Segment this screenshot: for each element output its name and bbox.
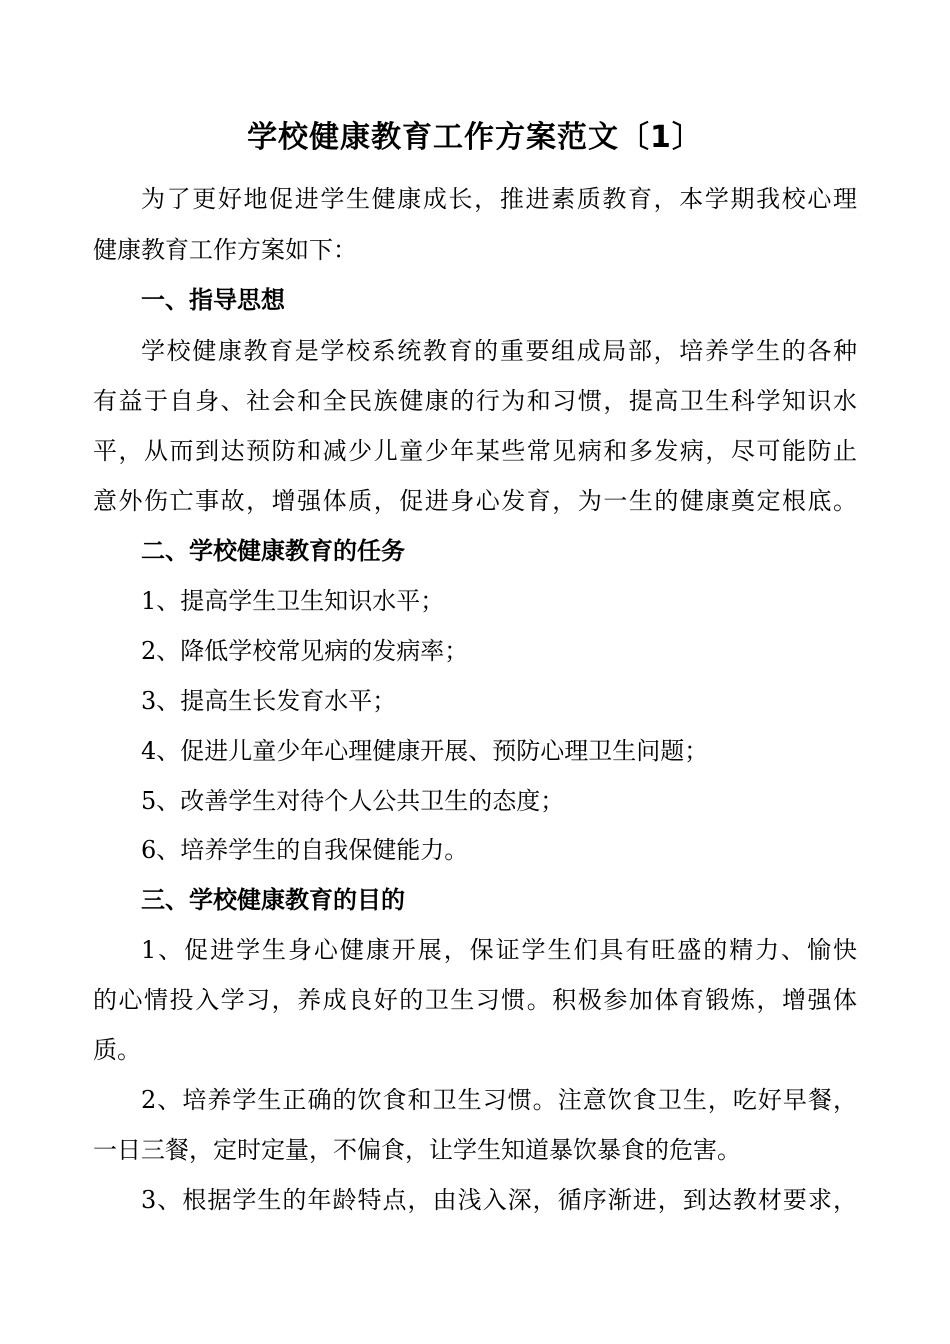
section-1-line-3: 平，从而到达预防和减少儿童少年某些常见病和多发病，尽可能防止	[93, 437, 857, 465]
section-1-line-4: 意外伤亡事故，增强体质，促进身心发育，为一生的健康奠定根底。	[93, 487, 857, 515]
section-1-line-1: 学校健康教育是学校系统教育的重要组成局部，培养学生的各种	[141, 337, 857, 365]
section-2-heading: 二、学校健康教育的任务	[141, 537, 405, 565]
list-item: 6、培养学生的自我保健能力。	[141, 836, 469, 864]
section-1-heading: 一、指导思想	[141, 286, 285, 314]
section-3-p2-line-1: 2、培养学生正确的饮食和卫生习惯。注意饮食卫生，吃好早餐，	[141, 1086, 857, 1114]
section-3-p3-line-1: 3、根据学生的年龄特点，由浅入深，循序渐进，到达教材要求，	[141, 1186, 857, 1214]
section-3-p1-line-2: 的心情投入学习，养成良好的卫生习惯。积极参加体育锻炼，增强体	[93, 986, 857, 1014]
section-3-heading: 三、学校健康教育的目的	[141, 886, 405, 914]
intro-line-2: 健康教育工作方案如下：	[93, 236, 357, 264]
list-item: 1、提高学生卫生知识水平；	[141, 587, 445, 615]
section-3-p1-line-3: 质。	[93, 1036, 141, 1064]
section-3-p1-line-1: 1、促进学生身心健康开展，保证学生们具有旺盛的精力、愉快	[141, 936, 857, 964]
section-3-p2-line-2: 一日三餐，定时定量，不偏食，让学生知道暴饮暴食的危害。	[93, 1136, 741, 1164]
list-item: 2、降低学校常见病的发病率；	[141, 637, 469, 665]
section-1-line-2: 有益于自身、社会和全民族健康的行为和习惯，提高卫生科学知识水	[93, 387, 857, 415]
intro-line-1: 为了更好地促进学生健康成长，推进素质教育，本学期我校心理	[141, 185, 857, 213]
list-item: 5、改善学生对待个人公共卫生的态度；	[141, 787, 565, 815]
document-title: 学校健康教育工作方案范文〔1〕	[247, 120, 703, 155]
list-item: 3、提高生长发育水平；	[141, 687, 397, 715]
list-item: 4、促进儿童少年心理健康开展、预防心理卫生问题；	[141, 737, 709, 765]
